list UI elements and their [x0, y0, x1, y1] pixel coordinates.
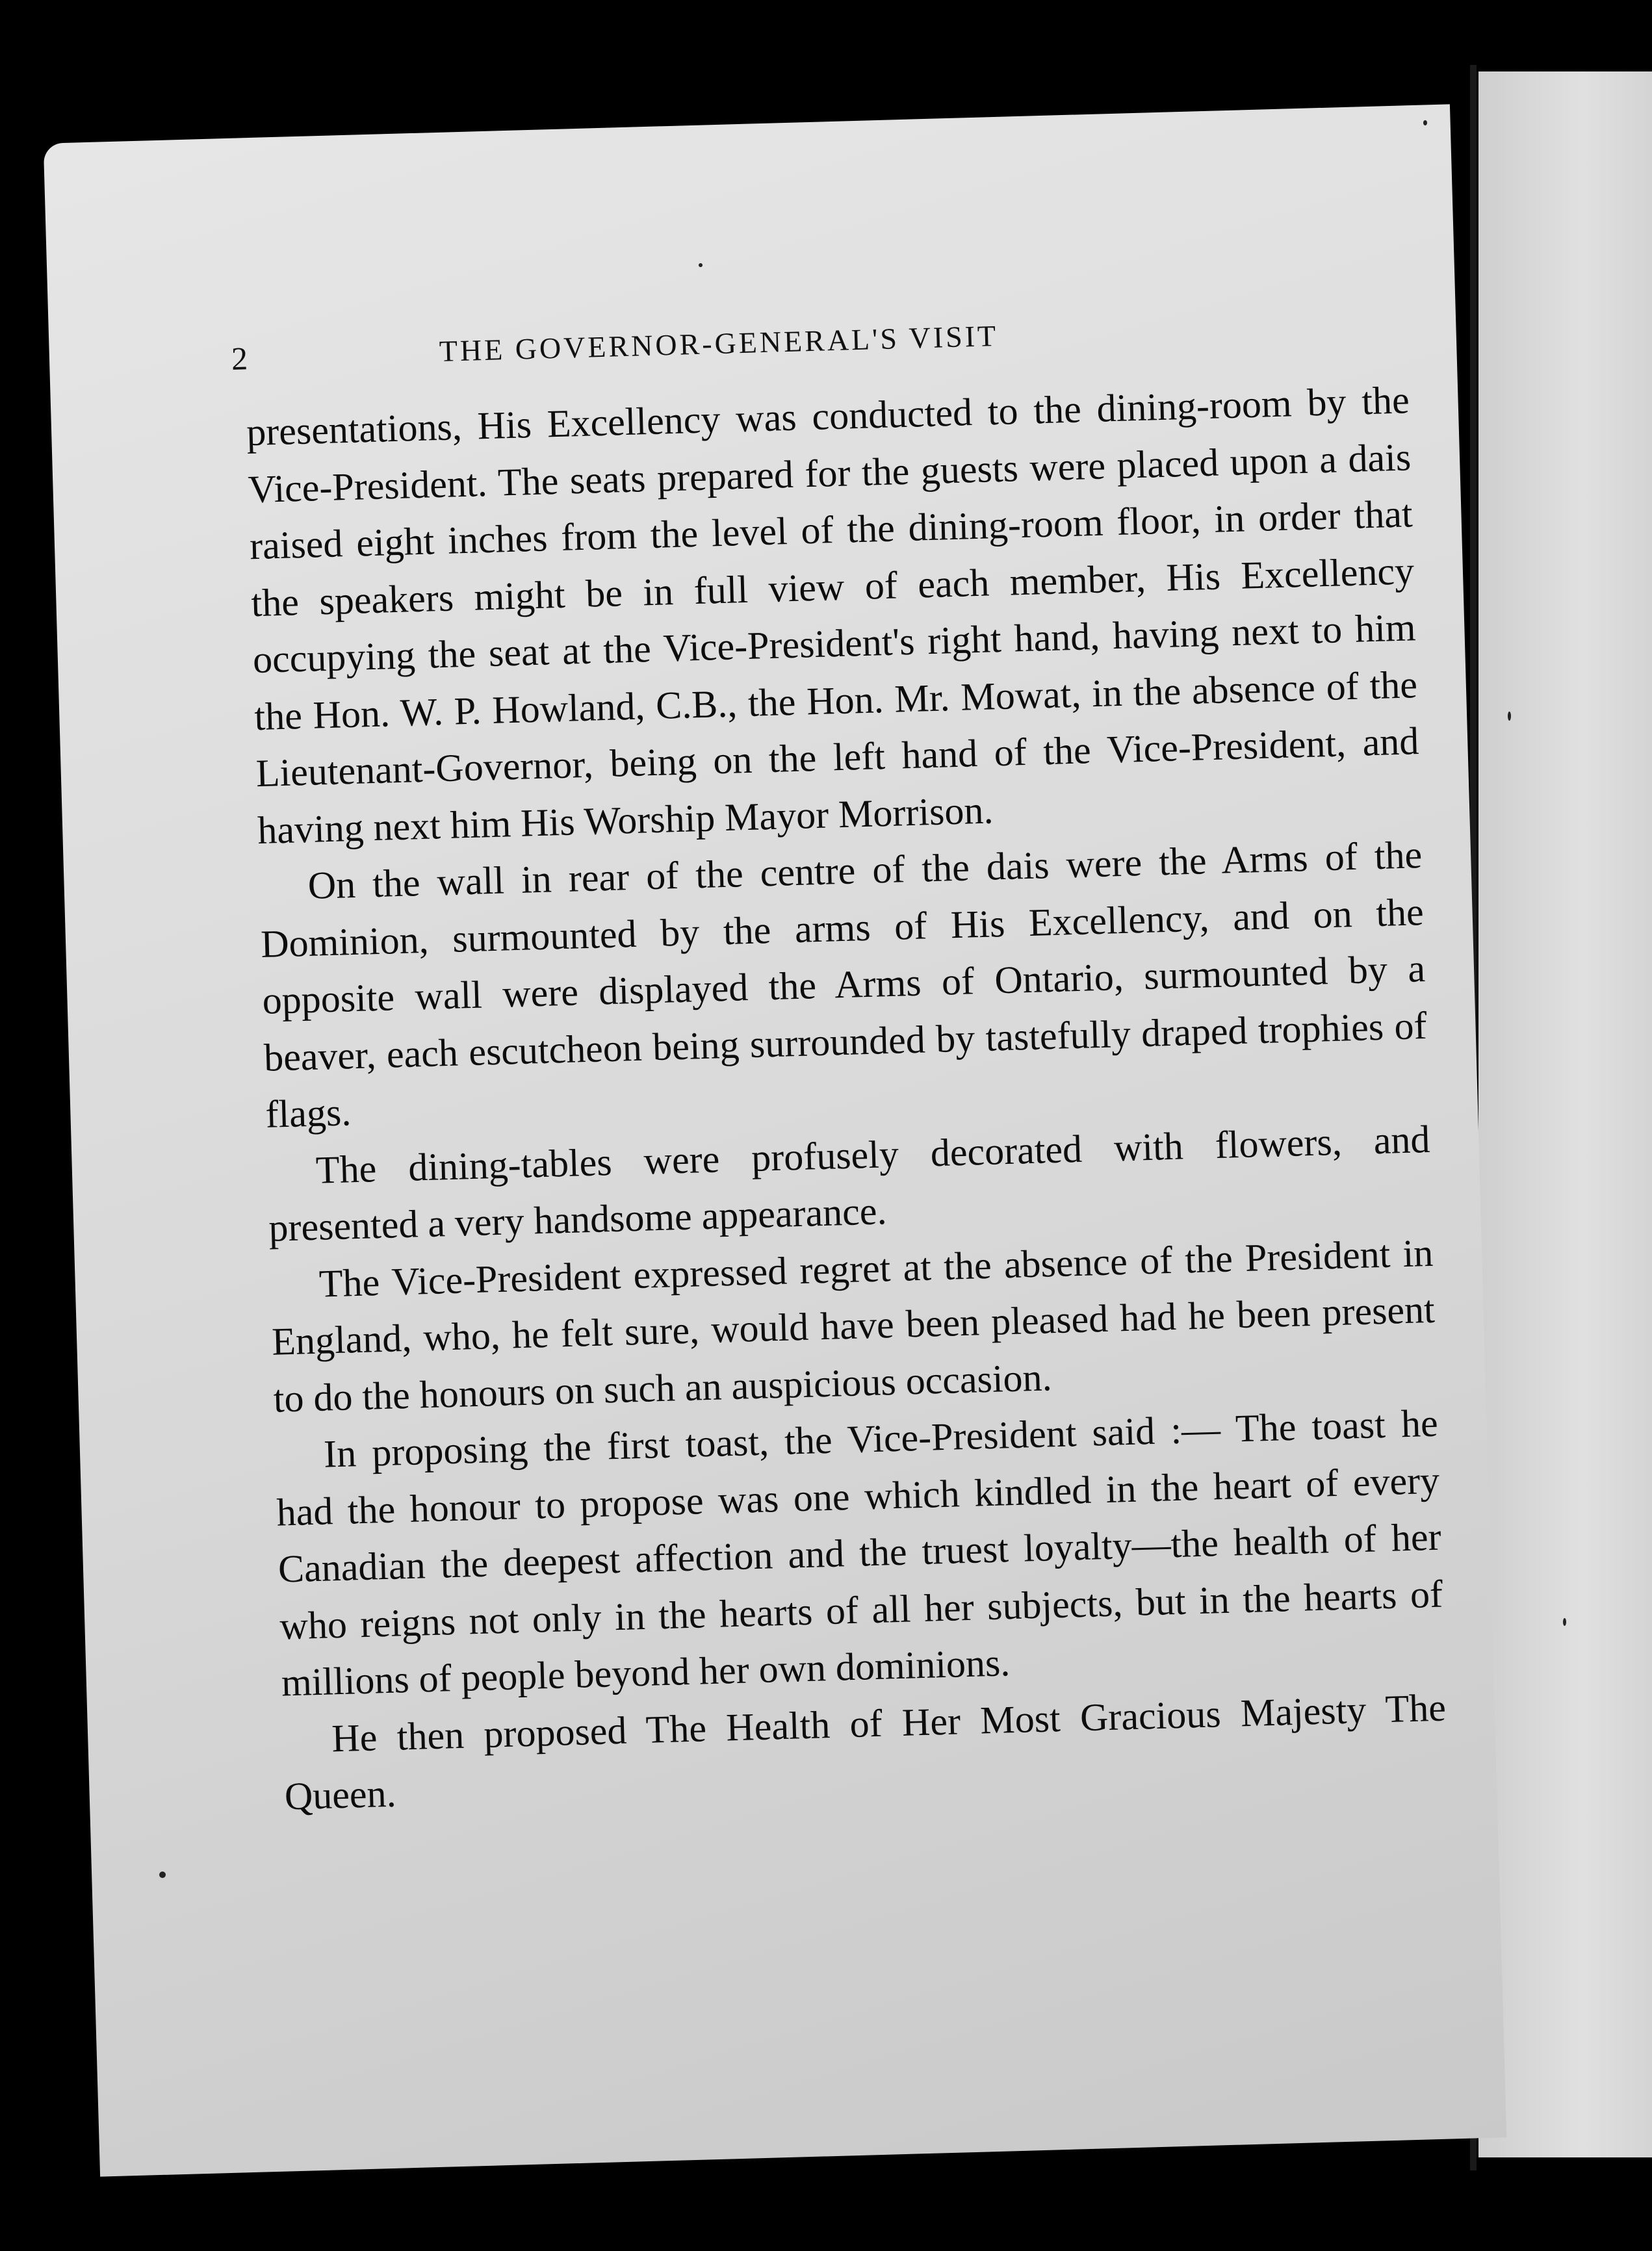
page-number: 2: [231, 340, 248, 377]
running-head: [231, 302, 1376, 385]
speck-mark: [159, 1872, 166, 1878]
paragraph: The dining-tables were profusely decorated with flowers, and presented a very handsome appearance.: [268, 1117, 1431, 1250]
speck-mark: [1423, 120, 1427, 125]
paragraph: In proposing the first toast, the Vice-President said :— The toast he had the honour to propose was one which kindled in the heart of every Canadian the deepest affection and the truest loyalty—the health of her who reigns not only in the hearts of all her subjects, but in the hearts of millions of people beyond her own dominions.: [276, 1401, 1443, 1704]
speck-mark: [699, 263, 703, 267]
speck-mark: [1563, 1618, 1566, 1626]
body-text: [246, 372, 1448, 1825]
speck-mark: [1508, 712, 1511, 721]
paragraph: On the wall in rear of the centre of the dais were the Arms of the Dominion, surmounted by the arms of His Excellency, and on the opposite wall were displayed the Arms of Ontario, surmounted by a beaver, each escutcheon being surrounded by tastefully draped trophies of flags.: [260, 833, 1428, 1136]
paragraph: He then proposed The Health of Her Most Gracious Majesty The Queen.: [283, 1686, 1447, 1818]
paragraph: presentations, His Excellency was conducted to the dining-room by the Vice-President. The seats prepared for the guests were placed upon a dais raised eight inches from the level of the dining-room floor, in order that the speakers might be in full view of each member, His Excellency occupying the seat at the Vice-President's right hand, having next to him the Hon. W. P. Howland, C.B., the Hon. Mr. Mowat, in the absence of the Lieutenant-Governor, being on the left hand of the Vice-President, and having next him His Worship Mayor Morrison.: [246, 378, 1420, 852]
book-page: [44, 104, 1507, 2176]
running-head-title: THE GOVERNOR-GENERAL'S VISIT: [439, 318, 999, 368]
facing-page-edge: [1478, 71, 1652, 2157]
paragraph: The Vice-President expressed regret at the absence of the President in England, who, he felt sure, would have been pleased had he been present to do the honours on such an auspicious occasion.: [271, 1231, 1436, 1421]
